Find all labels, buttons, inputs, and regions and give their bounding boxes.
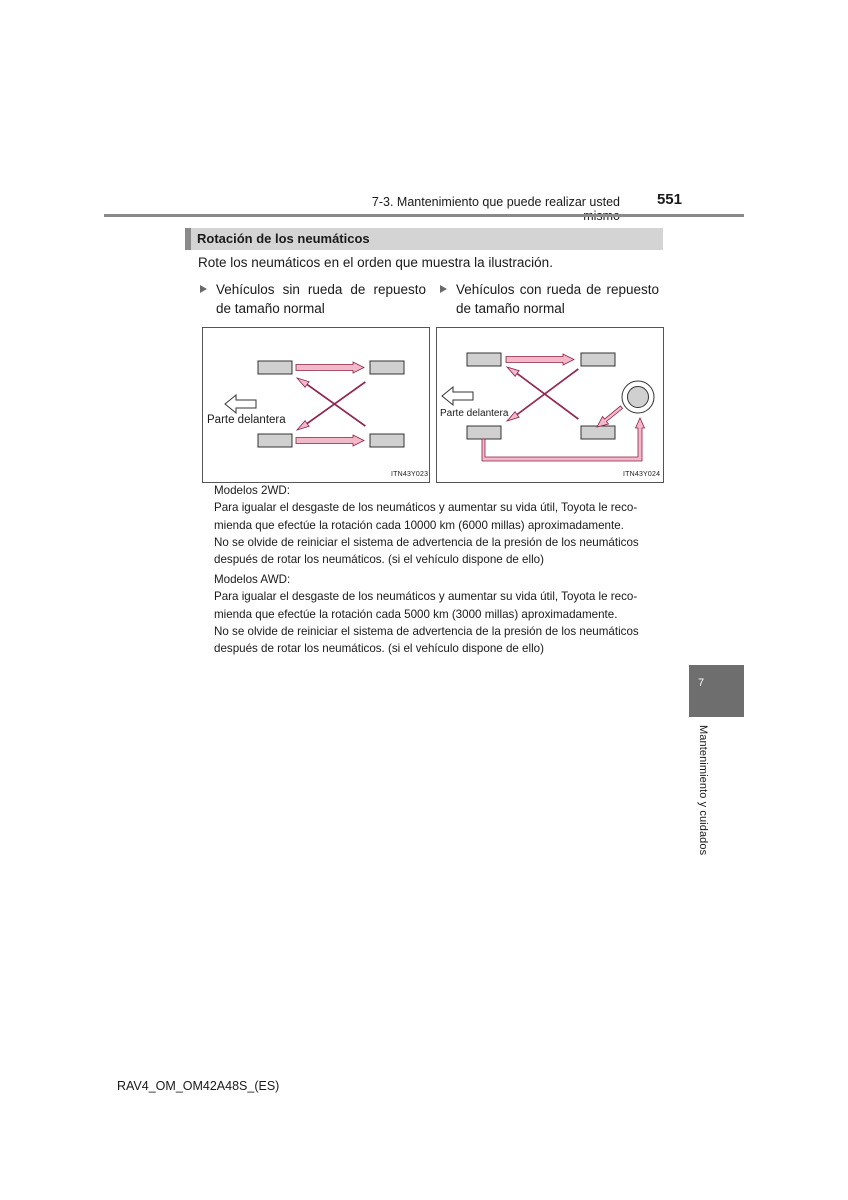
arrow-front-to-rear-top [296, 362, 364, 373]
header-rule [104, 214, 744, 217]
front-direction-arrow-icon [225, 395, 256, 413]
notes-line: No se olvide de reiniciar el sistema de advertencia de la presión de los neumáticos [214, 535, 639, 549]
section-title: Rotación de los neumáticos [197, 231, 370, 246]
notes-awd [214, 571, 660, 657]
notes-line: mienda que efectúe la rotación cada 10000 km (6000 millas) aproximadamente. [214, 518, 624, 532]
rotation-figure [437, 328, 663, 482]
front-direction-arrow-icon [442, 387, 473, 405]
spare-tire-inner [628, 387, 649, 408]
option-line-2: de tamaño normal [216, 301, 325, 316]
rotation-diagram-no-spare [202, 327, 430, 483]
arrow-rear-to-front-diagonal-1 [507, 367, 578, 419]
chapter-tab [689, 665, 744, 717]
tire-front-right [467, 426, 501, 439]
figure-code: ITN43Y023 [391, 471, 429, 478]
figure-code: ITN43Y024 [623, 471, 661, 478]
option-line-1: Vehículos con rueda de repuesto [456, 282, 659, 297]
notes-line: mienda que efectúe la rotación cada 5000 km (3000 millas) aproximadamente. [214, 607, 618, 621]
rotation-diagram-with-spare [436, 327, 664, 483]
arrow-rear-to-front-diagonal-2 [297, 382, 365, 430]
front-label: Parte delantera [440, 408, 509, 419]
notes-2wd [214, 482, 660, 568]
tire-front-left [467, 353, 501, 366]
arrow-rear-to-front-diagonal-1 [297, 378, 365, 426]
notes-heading: Modelos AWD: [214, 573, 291, 586]
chapter-number: 7 [697, 677, 705, 689]
front-label: Parte delantera [207, 414, 286, 426]
notes-line: No se olvide de reiniciar el sistema de advertencia de la presión de los neumáticos [214, 624, 639, 638]
tire-rear-right [370, 434, 404, 447]
option-with-spare [440, 280, 662, 320]
notes-line: Para igualar el desgaste de los neumáticos y aumentar su vida útil, Toyota le reco- [214, 501, 638, 515]
section-heading-bar [185, 228, 663, 250]
notes-heading: Modelos 2WD: [214, 484, 291, 497]
tire-rear-left [370, 361, 404, 374]
page-number: 551 [656, 191, 682, 208]
arrow-front-to-rear-bottom [296, 435, 364, 446]
arrow-front-to-spare [482, 418, 645, 461]
arrow-front-to-rear [506, 354, 574, 365]
chapter-label: Mantenimiento y cuidados [697, 725, 709, 856]
tire-rear-right [581, 426, 615, 439]
section-path: 7-3. Mantenimiento que puede realizar usted [371, 195, 620, 209]
rotation-figure [203, 328, 429, 482]
option-line-1: Vehículos sin rueda de repuesto [216, 282, 426, 297]
notes-line: después de rotar los neumáticos. (si el vehículo dispone de ello) [214, 553, 544, 567]
option-line-2: de tamaño normal [456, 301, 565, 316]
notes-line: después de rotar los neumáticos. (si el vehículo dispone de ello) [214, 642, 544, 656]
notes-line: Para igualar el desgaste de los neumáticos y aumentar su vida útil, Toyota le reco- [214, 590, 638, 604]
arrow-rear-to-front-diagonal-2 [507, 369, 578, 421]
footer-doc-code: RAV4_OM_OM42A48S_(ES) [117, 1079, 280, 1093]
tire-front-left [258, 361, 292, 374]
tire-rear-left [581, 353, 615, 366]
arrow-spare-to-rear [597, 406, 623, 427]
bullet-triangle-icon [200, 285, 207, 293]
option-without-spare [200, 280, 426, 320]
intro-text: Rote los neumáticos en el orden que muestra la ilustración. [198, 255, 553, 270]
bullet-triangle-icon [440, 285, 447, 293]
section-marker [185, 228, 191, 250]
tire-front-right [258, 434, 292, 447]
